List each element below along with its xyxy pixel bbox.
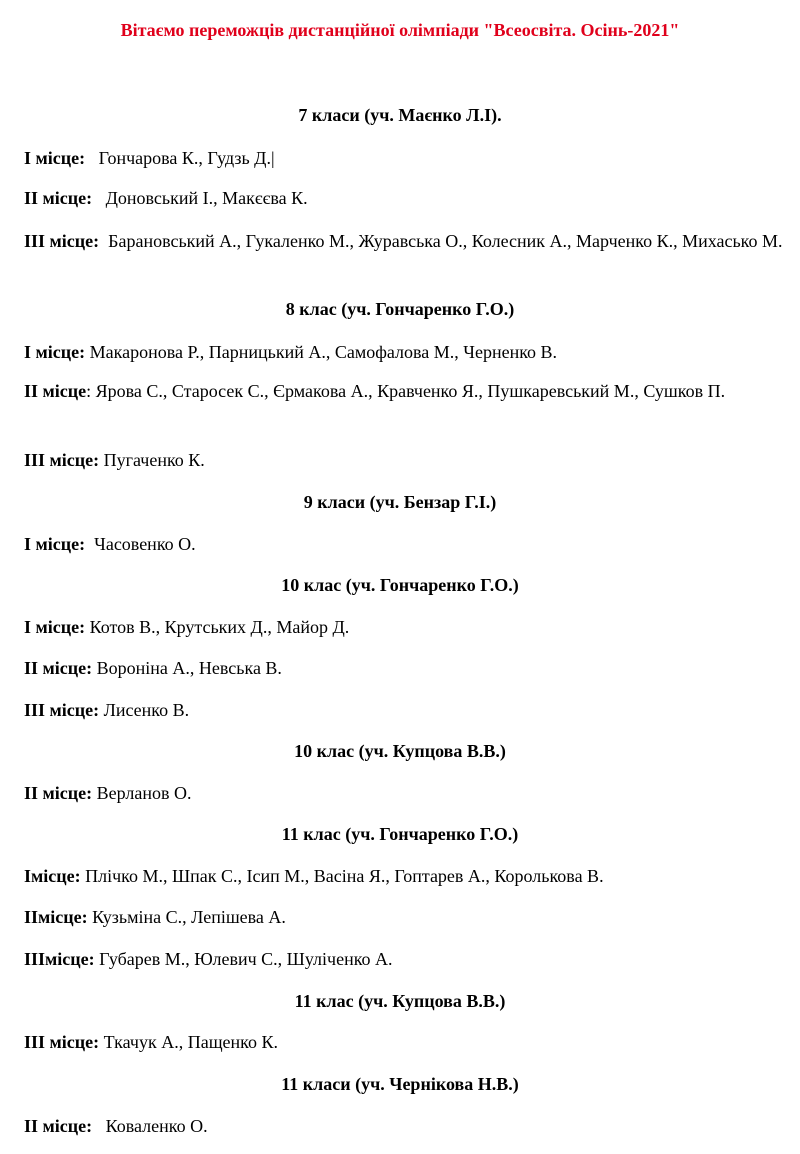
section-heading-10b: 10 клас (уч. Купцова В.В.) [294, 741, 506, 761]
place-label: I місце: [24, 148, 86, 168]
entry-9-place-1 [24, 533, 784, 555]
entry-11a-place-1 [24, 865, 784, 887]
place-label: III місце: [24, 700, 100, 720]
winners-list: : Ярова С., Старосек С., Єрмакова А., Кравченко Я., Пушкаревський М., Сушков П. [86, 381, 726, 401]
winners-list: Доновський І., Макєєва К. [92, 188, 308, 208]
entry-11a-place-3 [24, 948, 784, 970]
winners-list: Котов В., Крутських Д., Майор Д. [85, 617, 350, 637]
section-heading-11a: 11 клас (уч. Гончаренко Г.О.) [281, 824, 519, 844]
section-heading-10a: 10 клас (уч. Гончаренко Г.О.) [281, 575, 519, 595]
entry-11c-place-2 [24, 1115, 784, 1137]
place-label: II місце [24, 381, 87, 401]
entry-8-place-2 [24, 376, 784, 406]
entry-8-place-1 [24, 341, 784, 363]
page-title: Вітаємо переможців дистанційної олімпіади "Всеосвіта. Осінь-2021" [120, 20, 680, 40]
winners-list: Кузьміна С., Лепішева А. [87, 907, 286, 927]
place-label: II місце: [24, 658, 93, 678]
winners-list: Часовенко О. [85, 534, 196, 554]
entry-10a-place-3 [24, 699, 784, 721]
entry-7-place-2 [24, 187, 784, 209]
entry-11a-place-2 [24, 906, 784, 928]
winners-list: Вороніна А., Невська В. [92, 658, 282, 678]
place-label: I місце: [24, 534, 86, 554]
winners-list: Коваленко О. [92, 1116, 208, 1136]
entry-10a-place-2 [24, 657, 784, 679]
entry-7-place-1 [24, 147, 784, 169]
section-heading-9: 9 класи (уч. Бензар Г.І.) [303, 492, 497, 512]
place-label: III місце: [24, 450, 100, 470]
winners-list: Верланов О. [92, 783, 192, 803]
entry-8-place-3 [24, 449, 784, 471]
section-heading-11b: 11 клас (уч. Купцова В.В.) [294, 991, 506, 1011]
entry-11b-place-3 [24, 1031, 784, 1053]
place-label: ІІІмісце: [24, 949, 95, 969]
winners-list: Макаронова Р., Парницький А., Самофалова М., Черненко В. [85, 342, 558, 362]
place-label: I місце: [24, 617, 86, 637]
place-label: I місце: [24, 342, 86, 362]
section-heading-8: 8 клас (уч. Гончаренко Г.О.) [285, 299, 515, 319]
winners-list: Плічко М., Шпак С., Ісип М., Васіна Я., Гоптарев А., Королькова В. [80, 866, 604, 886]
winners-list: Губарев М., Юлевич С., Шуліченко А. [94, 949, 393, 969]
entry-10b-place-2 [24, 782, 784, 804]
winners-list: Пугаченко К. [99, 450, 205, 470]
place-label: Імісце: [24, 866, 81, 886]
section-heading-11c: 11 класи (уч. Чернікова Н.В.) [281, 1074, 519, 1094]
winners-list: Гончарова К., Гудзь Д.| [85, 148, 275, 168]
place-label: II місце: [24, 188, 93, 208]
place-label: III місце: [24, 1032, 100, 1052]
winners-list: Ткачук А., Пащенко К. [99, 1032, 279, 1052]
place-label: ІІмісце: [24, 907, 88, 927]
place-label: III місце: [24, 231, 100, 251]
place-label: II місце: [24, 783, 93, 803]
winners-list: Лисенко В. [99, 700, 190, 720]
section-heading-7: 7 класи (уч. Маєнко Л.І). [298, 105, 502, 125]
winners-list: Барановський А., Гукаленко М., Журавська О., Колесник А., Марченко К., Михасько М. [99, 231, 783, 251]
entry-7-place-3 [24, 226, 784, 256]
place-label: II місце: [24, 1116, 93, 1136]
entry-10a-place-1 [24, 616, 784, 638]
